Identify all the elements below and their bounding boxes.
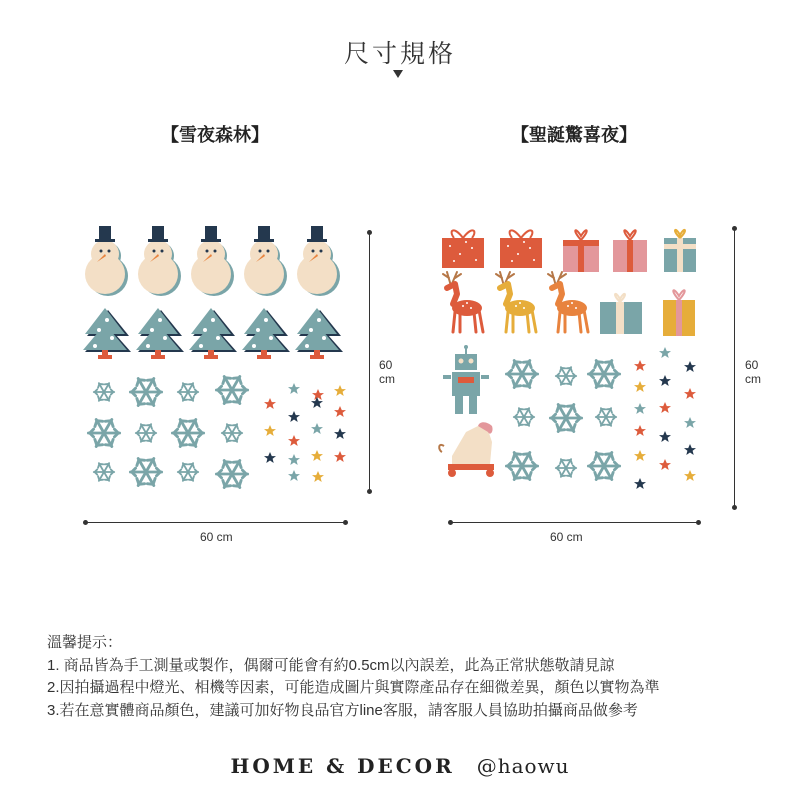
star-icon [634,403,646,414]
star-group [264,383,346,482]
snowman-sticker [85,226,128,296]
notes-heading: 溫馨提示： [47,634,123,651]
snowflake-icon [94,463,114,481]
star-icon [659,459,671,470]
snowflake-icon [506,452,537,479]
snowflake-icon [596,408,616,426]
sticker-sheet-christmas-surprise [430,220,720,500]
brand-name: HOME & DECOR [230,754,455,778]
snowflake-icon [136,424,156,442]
snowflake-icon [506,360,537,387]
star-group [634,347,696,489]
snowflake-icon [216,460,247,487]
measure-endpoint [343,520,348,525]
measure-endpoint [367,230,372,235]
star-icon [312,471,324,482]
star-icon [659,375,671,386]
star-icon [659,431,671,442]
measure-endpoint [83,520,88,525]
star-icon [684,470,696,481]
snowflake-icon [178,383,198,401]
width-measure-line [450,522,698,523]
tree-row [83,308,343,359]
star-icon [288,383,300,394]
height-measure-line [369,232,370,491]
star-icon [288,470,300,481]
star-icon [288,411,300,422]
measure-endpoint [732,505,737,510]
width-label: 60 cm [200,530,233,544]
snowman-sticker [191,226,234,296]
star-icon [312,389,324,400]
snowflake-icon [550,404,581,431]
gift-sticker [442,230,484,268]
star-icon [684,388,696,399]
set-title-christmas-surprise: 【聖誕驚喜夜】 [511,125,637,145]
reindeer-sticker [443,272,483,332]
measure-endpoint [448,520,453,525]
gift-sticker [500,230,542,268]
star-icon [684,444,696,455]
page-title: 尺寸規格 [343,40,456,68]
notes-section [47,632,660,722]
snowflake-icon [556,459,576,477]
snowflake-icon [588,452,619,479]
reindeer-sticker [496,272,536,332]
star-icon [334,385,346,396]
snowflake-icon [88,419,119,446]
star-icon [684,361,696,372]
measure-endpoint [696,520,701,525]
snowflake-icon [588,360,619,387]
snowflake-icon [130,458,161,485]
gift-sticker [563,230,599,272]
width-measure-line [85,522,345,523]
snowman-sticker [297,226,340,296]
star-icon [334,406,346,417]
star-icon [634,360,646,371]
star-icon [264,398,276,409]
height-measure-line [734,228,735,507]
robot-sticker [443,345,489,414]
note-item: 2.因拍攝過程中燈光、相機等因素，可能造成圖片與實際產品存在細微差異，顏色以實物為準 [47,679,660,696]
christmas-tree-sticker [189,308,237,359]
snowflake-icon [556,367,576,385]
snowflake-icon [222,424,242,442]
christmas-tree-sticker [295,308,343,359]
christmas-tree-sticker [242,308,290,359]
height-label: 60 cm [379,358,395,386]
star-icon [659,402,671,413]
star-icon [634,381,646,392]
reindeer-sticker [548,272,588,332]
measure-endpoint [732,226,737,231]
star-icon [334,451,346,462]
star-icon [311,423,323,434]
down-arrow-icon [393,70,403,78]
star-icon [288,454,300,465]
star-icon [288,435,300,446]
star-icon [634,450,646,461]
toy-horse-sticker [439,422,494,477]
snowman-row [85,226,340,296]
note-item: 1. 商品皆為手工測量或製作，偶爾可能會有約0.5cm以內誤差，此為正常狀態敬請見諒 [47,656,615,674]
star-icon [659,347,671,358]
footer [0,754,800,778]
christmas-tree-sticker [136,308,184,359]
snowflake-icon [94,383,114,401]
gift-sticker [664,230,696,272]
snowman-sticker [244,226,287,296]
snowflake-icon [514,408,534,426]
gift-sticker [600,294,642,334]
star-icon [264,425,276,436]
sticker-sheet-snow-forest [80,220,360,500]
measure-endpoint [367,489,372,494]
christmas-tree-sticker [83,308,131,359]
snowman-sticker [138,226,181,296]
note-item: 3.若在意實體商品顏色，建議可加好物良品官方line客服，請客服人員協助拍攝商品做參考 [47,701,638,719]
social-handle: @haowu [476,754,570,778]
gift-sticker [613,230,647,272]
snowflake-icon [130,378,161,405]
star-icon [264,452,276,463]
star-icon [634,425,646,436]
snowflake-icon [172,419,203,446]
star-icon [334,428,346,439]
star-icon [684,417,696,428]
set-title-snow-forest: 【雪夜森林】 [161,125,269,145]
snowflake-group [506,360,619,479]
height-label: 60 cm [745,358,761,386]
snowflake-icon [216,376,247,403]
snowflake-group [88,376,247,487]
width-label: 60 cm [550,530,583,544]
gift-sticker [663,290,695,336]
star-icon [634,478,646,489]
star-icon [311,450,323,461]
snowflake-icon [178,463,198,481]
